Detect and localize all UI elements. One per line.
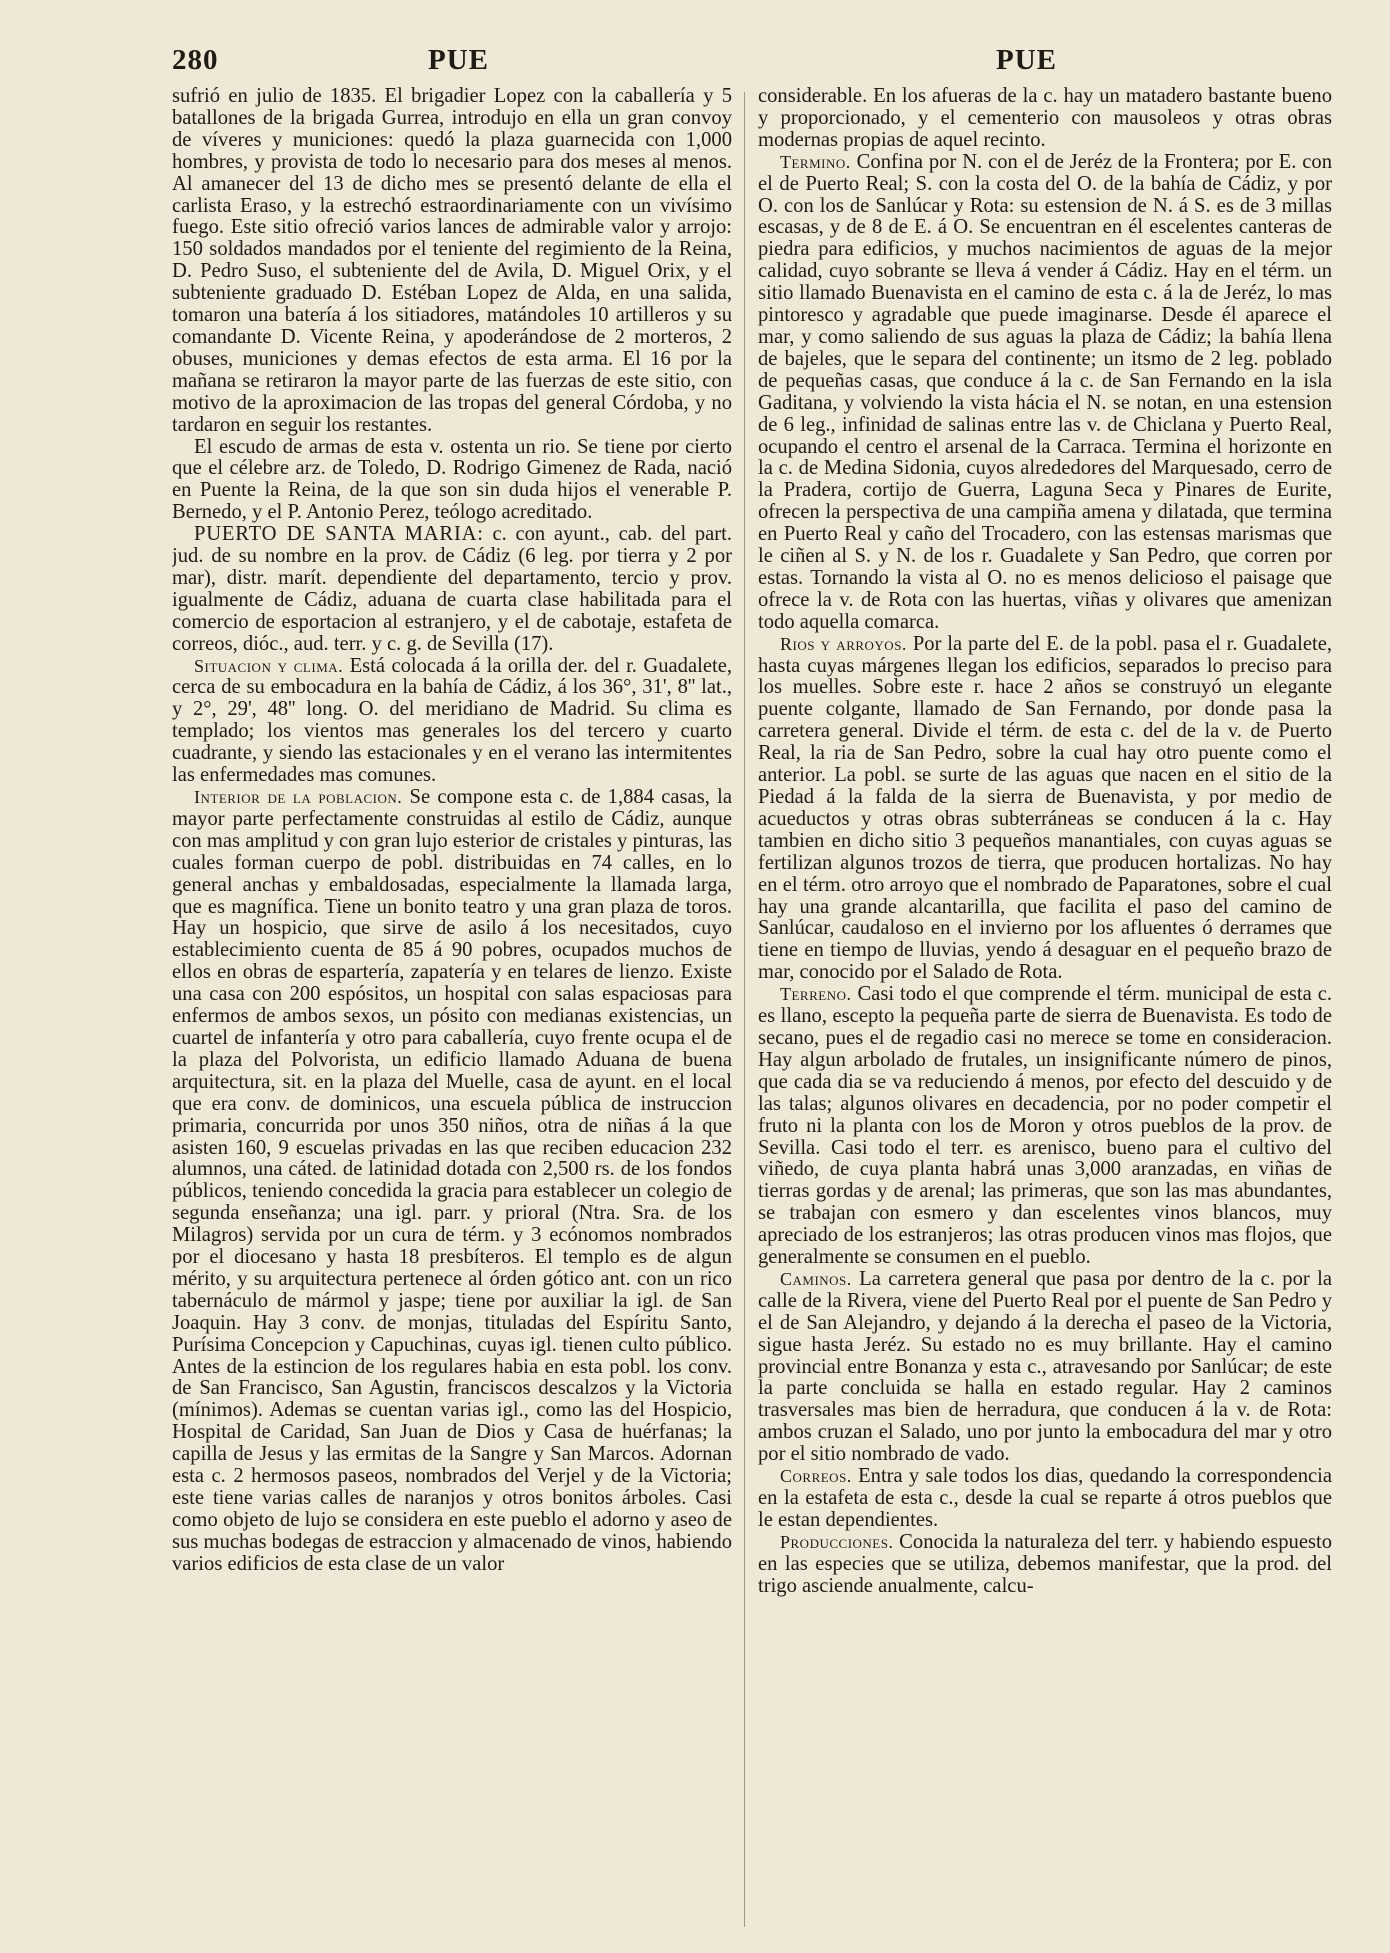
paragraph: [758, 152, 1332, 634]
paragraph: [758, 86, 1332, 152]
section-heading: Caminos.: [780, 1268, 852, 1289]
right-column: [758, 86, 1332, 1943]
paragraph-text: c. con ayunt., cab. del part. jud. de su nombre en la prov. de Cádiz (6 leg. por tierra y 2 por mar), distr. marít. dependiente del departamento, tercio y prov. igualmente de Cádiz, aduana de cuarta clase habilitada para el comercio de esportacion al estranjero, y el de cabotaje, estafeta de correos, dióc., aud. terr. y c. g. de Sevilla (17).: [172, 523, 732, 655]
paragraph: [758, 634, 1332, 985]
entry-heading: PUERTO DE SANTA MARIA:: [194, 523, 484, 546]
paragraph-text: Confina por N. con el de Jeréz de la Frontera; por E. con el de Puerto Real; S. con la costa del O. de la bahía de Cádiz, y por O. con los de Sanlúcar y Rota: su estension de N. á S. es de 3 millas escasas, y de 8 de E. á O. Se encuentran en él escelentes canteras de piedra para edificios, y muchos nacimientos de aguas de la mejor calidad, cuyo sobrante se lleva á vender á Cádiz. Hay en el térm. un sitio llamado Buenavista en el camino de esta c. á la de Jeréz, lo mas pintoresco y agradable que puede imaginarse. Desde él aparece el mar, y como saliendo de sus aguas la plaza de Cádiz; la bahía llena de bajeles, que le separa del continente; un itsmo de 2 leg. poblado de pequeñas casas, que conduce á la c. de San Fernando en la isla Gaditana, y volviendo la vista hácia el N. se notan, en una estension de 6 leg., infinidad de salinas entre las v. de Chiclana y Puerto Real, ocupando el centro el arsenal de la Carraca. Termina el horizonte en la c. de Medina Sidonia, cuyos alrededores del Marquesado, cerro de la Pradera, cortijo de Guerra, Laguna Seca y Pinares de Eurite, ofrecen la perspectiva de una campiña amena y dilatada, que termina en Puerto Real y caño del Trocadero, con las estensas marismas que le ciñen al S. y N. de los r. Guadalete y San Pedro, que corren por estas. Tornando la vista al O. no es menos delicioso el paisage que ofrece la v. de Rota con las huertas, viñas y olivares que amenizan todo aquella comarca.: [758, 150, 1332, 633]
section-heading: Producciones.: [780, 1531, 894, 1552]
left-running-head: PUE: [428, 44, 489, 76]
section-heading: Interior de la poblacion.: [194, 787, 403, 807]
paragraph-text: Casi todo el que comprende el térm. municipal de esta c. es llano, escepto la pequeña parte de sierra de Buenavista. Es todo de secano, pues el de regadio casi no merece se tome en consideracion. Hay algun arbolado de frutales, un insignificante número de pinos, que cada dia se va reduciendo á menos, por efecto del descuido y de las talas; algunos olivares en decadencia, por no poder competir el fruto ni la planta con los de Moron y otros pueblos de la prov. de Sevilla. Casi todo el terr. es arenisco, bueno para el cultivo del viñedo, de cuya planta habrá unas 3,000 aranzadas, en viñas de tierras gordas y de arenal; las primeras, que son las mas abundantes, se trabajan con esmero y dan escelentes vinos blancos, muy apreciado de los estranjeros; las otras producen vinos mas flojos, que generalmente se consumen en el pueblo.: [758, 983, 1332, 1269]
paragraph-text: Se compone esta c. de 1,884 casas, la mayor parte perfectamente construidas al estilo de Cádiz, aunque con mas amplitud y con gran lujo esterior de cristales y pinturas, las cuales forman cuerpo de pobl. distribuidas en 74 calles, en lo general anchas y embaldosadas, especialmente la llamada larga, que es magnífica. Tiene un bonito teatro y una gran plaza de toros. Hay un hospicio, que sirve de asilo á los necesitados, cuyo establecimiento cuenta de 85 á 90 pobres, ocupados muchos de ellos en obras de espartería, zapatería y en telares de lienzo. Existe una casa con 200 espósitos, un hospital con salas espaciosas para enfermos de ambos sexos, un pósito con medianas existencias, un cuartel de infantería y otro para caballería, cuyo frente ocupa el de la plaza del Polvorista, un edificio llamado Aduana de buena arquitectura, sit. en la plaza del Muelle, casa de ayunt. en el local que era conv. de dominicos, una escuela pública de instruccion primaria, concurrida por unos 350 niños, otra de niñas á la que asisten 160, 9 escuelas privadas en las que reciben educacion 232 alumnos, una cáted. de latinidad dotada con 2,500 rs. de los fondos públicos, teniendo concedida la gracia para establecer un colegio de segunda enseñanza; una igl. parr. y prioral (Ntra. Sra. de los Milagros) servida por un cura de térm. y 3 ecónomos nombrados por el diocesano y hasta 18 presbíteros. El templo es de algun mérito, y su arquitectura pertenece al órden gótico ant. con un rico tabernáculo de mármol y jaspe; tiene por auxiliar la igl. de San Joaquin. Hay 3 conv. de monjas, tituladas del Espíritu Santo, Purísima Concepcion y Capuchinas, cuyas igl. tienen culto público. Antes de la estincion de los regulares habia en esta pobl. los conv. de San Francisco, San Agustin, franciscos descalzos y la Victoria (mínimos). Ademas se cuentan varias igl., como las del Hospicio, Hospital de Caridad, San Juan de Dios y Casa de huérfanas; la capilla de Jesus y las ermitas de la Sangre y San Marcos. Adornan esta c. 2 hermosos paseos, nombrados del Verjel y de la Victoria; este tiene varias calles de naranjos y otros bonitos árboles. Casi como objeto de lujo se considera en este pueblo el adorno y aseo de sus muchas bodegas de estraccion y almacenado de vinos, habiendo varios edificios de esta clase de un valor: [172, 786, 732, 1575]
section-heading: Termino.: [780, 151, 851, 172]
paragraph: [172, 787, 732, 1576]
column-divider: [744, 92, 745, 1927]
paragraph: [758, 984, 1332, 1269]
left-column: [172, 86, 732, 1943]
section-heading: Situacion y clima.: [194, 655, 344, 676]
paragraph: [172, 86, 732, 437]
paragraph-text: Conocida la naturaleza del terr. y habiendo espuesto en las especies que se utiliza, debemos manifestar, que la prod. del trigo asciende anualmente, calcu-: [758, 1530, 1332, 1597]
paragraph-text: Está colocada á la orilla der. del r. Guadalete, cerca de su embocadura en la bahía de Cádiz, á los 36°, 31', 8'' lat., y 2°, 29', 48'' long. O. del meridiano de Madrid. Su clima es templado; los vientos mas generales los del tercero y cuarto cuadrante, y siendo las estacionales y en el verano las intermitentes las enfermedades mas comunes.: [172, 654, 732, 787]
paragraph: [758, 1532, 1332, 1598]
paragraph: [172, 437, 732, 525]
paragraph: [758, 1466, 1332, 1532]
paragraph: [172, 656, 732, 787]
right-running-head: PUE: [996, 44, 1057, 76]
paragraph: [758, 1269, 1332, 1466]
paragraph-text: Por la parte del E. de la pobl. pasa el r. Guadalete, hasta cuyas márgenes llegan los edificios, separados lo preciso para los muelles. Sobre este r. hace 2 años se construyó un elegante puente colgante, llamado de San Fernando, por donde pasa la carretera general. Divide el térm. de esta c. del de la v. de Puerto Real, la ria de San Pedro, sobre la cual hay otro puente como el anterior. La pobl. se surte de las aguas que nacen en el sitio de la Piedad á la falda de la sierra de Buenavista, y por medio de acueductos y otras obras subterráneas se conducen á la c. Hay tambien en dicho sitio 3 pequeños manantiales, con cuyas aguas se fertilizan algunos trozos de tierra, que producen hortalizas. No hay en el térm. otro arroyo que el nombrado de Paparatones, sobre el cual hay una grande alcantarilla, que facilita el paso del camino de Sanlúcar, caudaloso en el invierno por los afluentes ó derrames que tiene en tiempo de lluvias, yendo á desaguar en el pequeño brazo de mar, conocido por el Salado de Rota.: [758, 632, 1332, 984]
paragraph-text: La carretera general que pasa por dentro de la c. por la calle de la Rivera, viene del Puerto Real por el puente de San Pedro y el de San Alejandro, y dejando á la derecha el paseo de la Victoria, sigue hasta Jeréz. Su estado no es muy brillante. Hay el camino provincial entre Bonanza y esta c., atravesando por Sanlúcar; de este la parte concluida se halla en estado regular. Hay 2 caminos trasversales mas bien de herradura, que conducen á la v. de Rota: ambos cruzan el Salado, uno por junto la embocadura del mar y otro por el sitio nombrado de vado.: [758, 1267, 1332, 1466]
section-heading: Terreno.: [780, 984, 852, 1005]
page-header: [0, 0, 1390, 92]
paragraph-text: El escudo de armas de esta v. ostenta un rio. Se tiene por cierto que el célebre arz. de Toledo, D. Rodrigo Gimenez de Rada, nació en Puente la Reina, de la que son sin duda hijos el venerable P. Bernedo, y el P. Antonio Perez, teólogo acreditado.: [172, 435, 732, 524]
paragraph-text: sufrió en julio de 1835. El brigadier Lopez con la caballería y 5 batallones de la brigada Gurrea, introdujo en ella un gran convoy de víveres y municiones: quedó la plaza guarnecida con 1,000 hombres, y provista de todo lo necesario para dos meses al menos. Al amanecer del 13 de dicho mes se presentó delante de ella el carlista Eraso, y la estrechó estraordinariamente con un vivísimo fuego. Este sitio ofreció varios lances de admirable valor y arrojo: 150 soldados mandados por el teniente del regimiento de la Reina, D. Pedro Suso, el subteniente del de Avila, D. Miguel Orix, y el subteniente graduado D. Estéban Lopez de Alda, en una salida, tomaron una batería á los sitiadores, matándoles 10 artilleros y su comandante D. Vicente Reina, y apoderándose de 2 morteros, 2 obuses, municiones y demas efectos de esta arma. El 16 por la mañana se retiraron la mayor parte de las fuerzas de este sitio, con motivo de la aproximacion de las tropas del general Córdoba, y no tardaron en seguir los restantes.: [172, 86, 732, 436]
section-heading: Rios y arroyos.: [780, 633, 907, 654]
section-heading: Correos.: [780, 1466, 852, 1487]
paragraph: [172, 524, 732, 655]
page-number: 280: [172, 44, 219, 76]
paragraph-text: considerable. En los afueras de la c. hay un matadero bastante bueno y proporcionado, y el cementerio con mausoleos y otras obras modernas propias de aquel recinto.: [758, 86, 1332, 151]
paragraph-text: Entra y sale todos los dias, quedando la correspondencia en la estafeta de esta c., desde la cual se reparte á otros pueblos que le estan dependientes.: [758, 1465, 1332, 1531]
